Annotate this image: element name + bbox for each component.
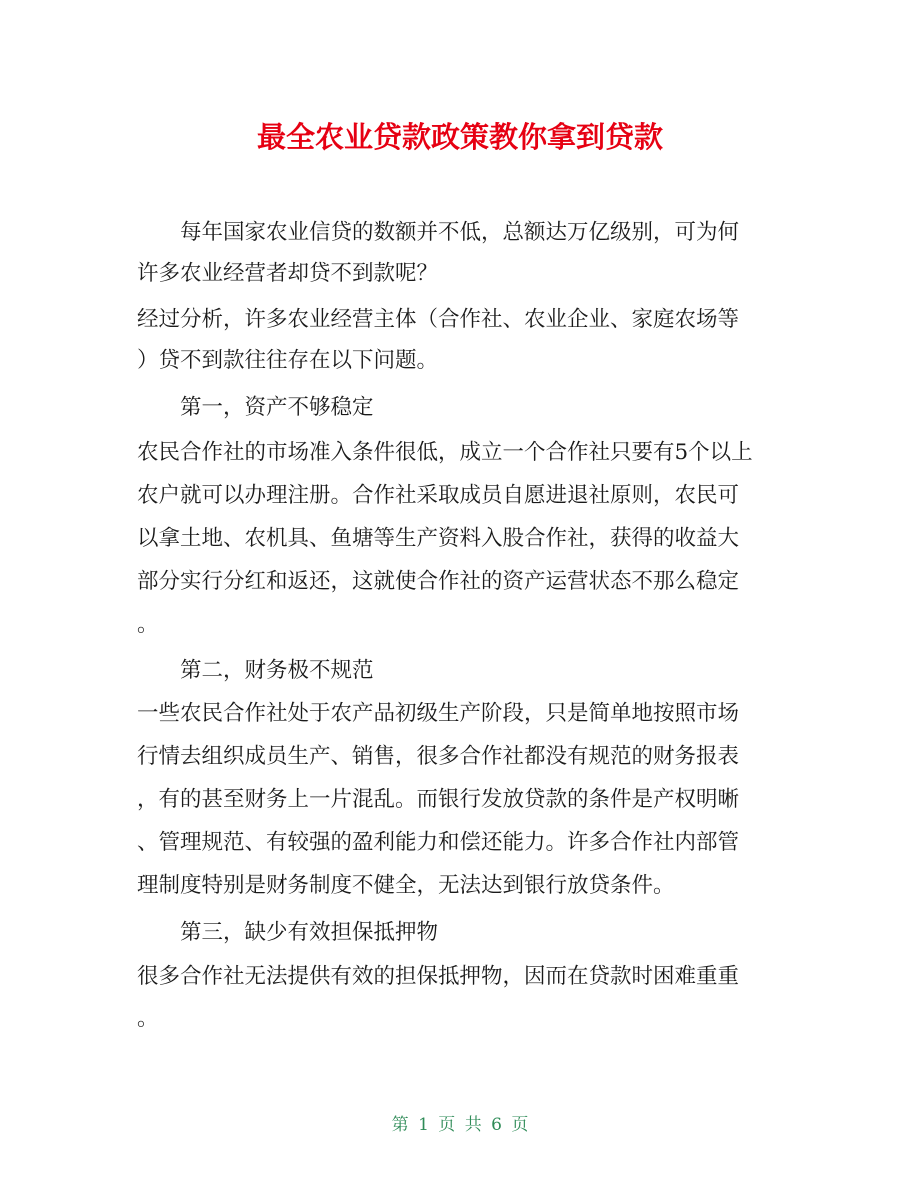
paragraph-line: 农民合作社的市场准入条件很低，成立一个合作社只要有5个以上	[137, 440, 753, 465]
paragraph-line: 。	[137, 612, 159, 637]
paragraph-line: 每年国家农业信贷的数额并不低，总额达万亿级别，可为何	[180, 220, 740, 245]
paragraph-line: 部分实行分红和返还，这就使合作社的资产运营状态不那么稳定	[137, 569, 740, 594]
paragraph-line: 很多合作社无法提供有效的担保抵押物，因而在贷款时困难重重	[137, 964, 740, 989]
paragraph-line: 许多农业经营者却贷不到款呢？	[137, 261, 439, 286]
section-heading: 第三，缺少有效担保抵押物	[180, 920, 439, 945]
paragraph-line: 理制度特别是财务制度不健全，无法达到银行放贷条件。	[137, 873, 675, 898]
section-heading: 第一，资产不够稳定	[180, 395, 374, 420]
paragraph-line: 经过分析，许多农业经营主体（合作社、农业企业、家庭农场等	[137, 307, 740, 332]
paragraph-line: ，有的甚至财务上一片混乱。而银行发放贷款的条件是产权明晰	[137, 787, 740, 812]
paragraph-line: 以拿土地、农机具、鱼塘等生产资料入股合作社，获得的收益大	[137, 526, 740, 551]
page-number-footer: 第 1 页 共 6 页	[391, 1115, 529, 1135]
paragraph-line: 一些农民合作社处于农产品初级生产阶段，只是简单地按照市场	[137, 701, 740, 726]
section-heading: 第二，财务极不规范	[180, 658, 374, 683]
paragraph-line: 农户就可以办理注册。合作社采取成员自愿进退社原则，农民可	[137, 483, 740, 508]
paragraph-line: 。	[137, 1006, 159, 1031]
paragraph-line: 行情去组织成员生产、销售，很多合作社都没有规范的财务报表	[137, 744, 740, 769]
paragraph-line: 、管理规范、有较强的盈利能力和偿还能力。许多合作社内部管	[137, 830, 740, 855]
document-title: 最全农业贷款政策教你拿到贷款	[256, 120, 663, 154]
paragraph-line: ）贷不到款往往存在以下问题。	[137, 348, 439, 373]
